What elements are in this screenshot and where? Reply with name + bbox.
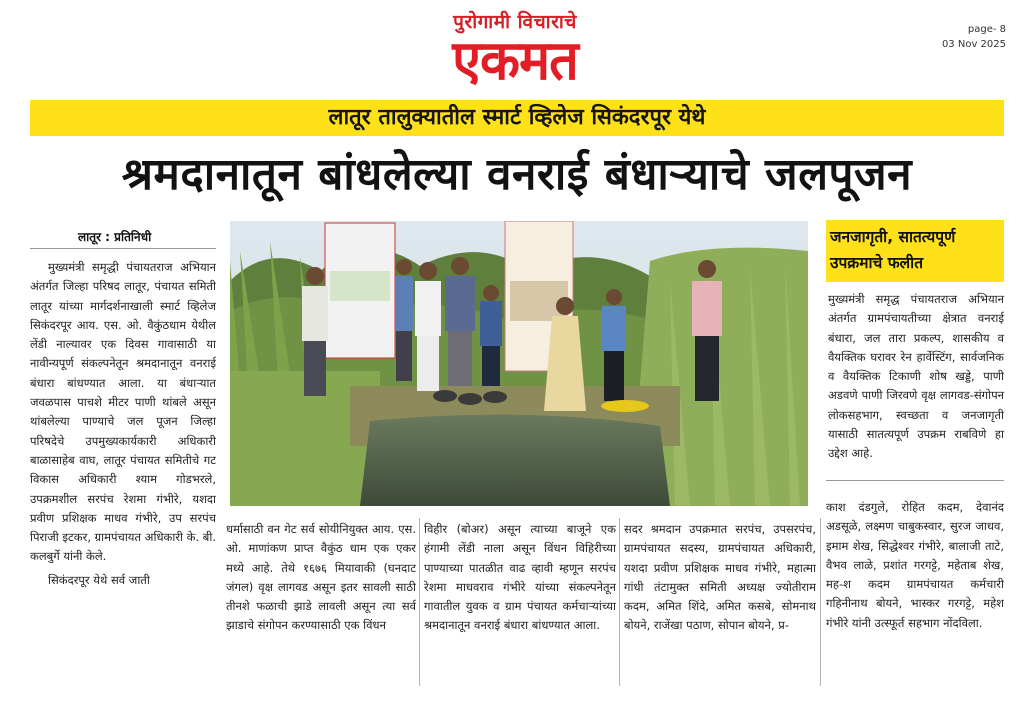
article-column-4: सदर श्रमदान उपक्रमात सरपंच, उपसरपंच, ग्रामपंचायत सदस्य, ग्रामपंचायत अधिकारी, यशदा प्रवीण प्रशिक्षक माधव गंभीरे, महात्मा गांधी तंटामुक्त समिती अध्यक्ष ज्योतीराम कदम, अमित शिंदे, अमित कसबे, सोमनाथ बोयने, राजेंखा पठाण, सोपान बोयने, प्र- (624, 522, 816, 633)
article-column-2: धर्मासाठी वन गेट सर्व सोयीनियुक्त आय. एस. ओ. माणांकण प्राप्त वैकुंठ धाम एक एकर मध्ये आहे. तेथे १६७६ मियावाकी (घनदाट जंगल) वृक्ष लागवड असून इतर सावली साठी तीनशे फळाची झाडे लावली असून त्या सर्व झाडाचे संगोपन करण्यासाठी एक विंधन (226, 522, 416, 633)
page-info (942, 22, 1006, 52)
byline-divider (30, 248, 216, 249)
newspaper-logo: एकमत (452, 29, 578, 93)
main-headline: श्रमदानातून बांधलेल्या वनराई बंधाऱ्याचे जलपूजन (121, 149, 913, 200)
page-number: page- 8 (967, 24, 1006, 35)
article-column-1 (30, 258, 216, 688)
photo-illustration (230, 221, 808, 506)
kicker-headline: लातूर तालुक्यातील स्मार्ट व्हिलेज सिकंदरपूर येथे (328, 105, 706, 130)
news-photo (230, 221, 808, 506)
column-divider (820, 518, 821, 686)
masthead (400, 6, 630, 96)
article-paragraph: सिकंदरपूर येथे सर्व जाती (48, 572, 150, 587)
masthead-tagline: पुरोगामी विचाराचे (453, 11, 577, 33)
sidebar-heading: जनजागृती, सातत्यपूर्ण उपक्रमाचे फलीत (830, 228, 956, 272)
article-paragraph: मुख्यमंत्री समृद्धी पंचायतराज अभियान अंतर्गत जिल्हा परिषद लातूर, पंचायत समिती लातूर यांच्या मार्गदर्शनाखाली स्मार्ट व्हिलेज सिकंदरपूर आय. एस. ओ. वैकुंठधाम येथील लेंडी नाल्यावर एक दिवस गावासाठी या नावीन्यपूर्ण संकल्पनेतून श्रमदानातून वनराई बंधारा बांधण्यात आला. या बंधाऱ्यात जवळपास पाचशे मीटर पाणी थांबले असून थांबलेल्या पाण्याचे जल पूजन जिल्हा परिषदेचे उपमुख्यकार्यकारी अधिकारी बाळासाहेब वाघ, लातूर पंचायत समितीचे गट विकास अधिकारी श्याम गोडभरले, उपक्रमशील सरपंच रेशमा गंभीरे, यशदा प्रवीण प्रशिक्षक माधव गंभीरे, उप सरपंच पिराजी इटकर, ग्रामपंचायत अधिकारी के. बी. कलबुर्गे यांनी केले. (30, 260, 216, 564)
article-column-3: विहीर (बोअर) असून त्याच्या बाजूने एक हंगामी लेंडी नाला असून विंधन विहिरीच्या पाण्याच्या पातळीत वाढ व्हावी म्हणून सरपंच रेशमा माधवराव गंभीरे यांच्या संकल्पनेतून गावातील युवक व ग्राम पंचायत कर्मचाऱ्यांच्या श्रमदानातून वनराई बंधारा बांधण्यात आला. (424, 522, 616, 633)
issue-date: 03 Nov 2025 (941, 39, 1006, 50)
column-divider (619, 518, 620, 686)
sidebar-divider (826, 480, 1004, 481)
column-divider (419, 518, 420, 686)
sidebar-text: मुख्यमंत्री समृद्ध पंचायतराज अभियान अंतर्गत ग्रामपंचायतीच्या क्षेत्रात वनराई बंधारा, जल तारा प्रकल्प, शासकीय व वैयक्तिक घरावर रेन हार्वेस्टिंग, सार्वजनिक व वैयक्तिक टिकाणी शोष खड्डे, पाणी अडवणे पाणी जिरवणे वृक्ष लागवड-संगोपन लोकसहभाग, स्वच्छता व जनजागृती यासाठी सातत्यपूर्ण उपक्रम राबविणे हा उद्देश आहे. (828, 292, 1004, 461)
byline: लातूर : प्रतिनिधी (78, 230, 152, 244)
article-column-5: काश दंडगुले, रोहित कदम, देवानंद अडसूळे, लक्ष्मण चाबुकस्वार, सुरज जाधव, इमाम शेख, सिद्धेश्वर गंभीरे, बालाजी ताटे, वैभव लाळे, प्रशांत गरगट्टे, महेताब शेख, मह-श कदम ग्रामपंचायत कर्मचारी गहिनीनाथ बोयने, भास्कर गरगट्टे, महेश गंभीरे यांनी उत्स्फूर्त सहभाग नोंदविला. (826, 500, 1004, 630)
